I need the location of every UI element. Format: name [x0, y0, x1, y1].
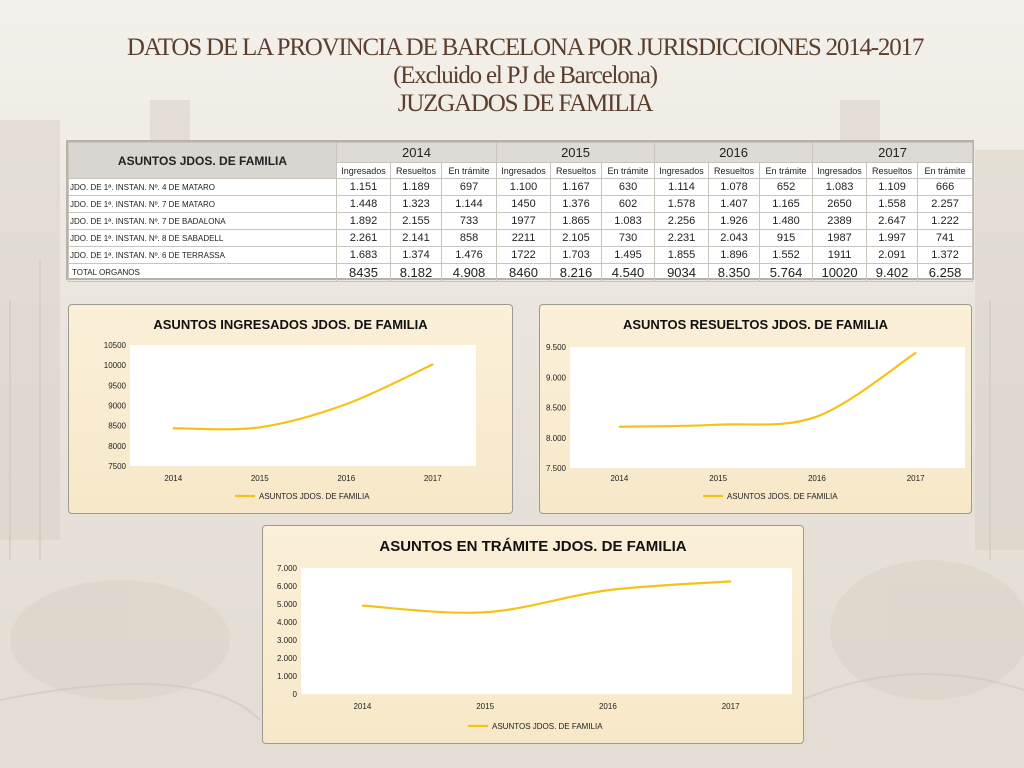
chart-svg	[540, 305, 971, 513]
table-row	[69, 179, 973, 196]
table-row	[69, 213, 973, 230]
x-tick-label: 2017	[721, 702, 740, 711]
table-cell: 2389	[813, 213, 867, 230]
y-tick-label: 9000	[108, 401, 126, 411]
data-point	[172, 427, 174, 429]
chart-title: ASUNTOS INGRESADOS JDOS. DE FAMILIA	[153, 317, 428, 332]
table-cell: 2.043	[709, 230, 760, 247]
x-tick-label: 2017	[906, 474, 925, 483]
year-header: 2015	[497, 143, 655, 163]
table-cell: 1450	[497, 196, 551, 213]
data-point	[619, 426, 621, 428]
table-cell: 1.558	[867, 196, 918, 213]
table-cell: 1.997	[867, 230, 918, 247]
table-cell: 2211	[497, 230, 551, 247]
table-row	[69, 230, 973, 247]
table-cell: 915	[760, 230, 813, 247]
column-subheader: Ingresados	[337, 163, 391, 179]
table-cell: 1.083	[813, 179, 867, 196]
table-cell: 858	[442, 230, 497, 247]
table-cell: 2.141	[391, 230, 442, 247]
chart-svg	[263, 526, 803, 743]
y-tick-label: 4.000	[276, 618, 297, 627]
data-point	[730, 581, 732, 583]
table-cell: 652	[760, 179, 813, 196]
data-point	[717, 424, 719, 426]
row-label: JDO. DE 1ª. INSTAN. Nº. 7 DE MATARO	[69, 196, 337, 213]
total-cell: 9.402	[867, 264, 918, 282]
y-tick-label: 9500	[108, 381, 126, 391]
column-subheader: Resueltos	[551, 163, 602, 179]
table-cell: 1.323	[391, 196, 442, 213]
table-cell: 1.407	[709, 196, 760, 213]
table-row	[69, 196, 973, 213]
total-cell: 8.350	[709, 264, 760, 282]
data-point	[915, 352, 917, 354]
y-tick-label: 7500	[108, 462, 126, 471]
column-subheader: Resueltos	[867, 163, 918, 179]
y-tick-label: 7.500	[545, 464, 566, 473]
table-cell: 1.372	[918, 247, 973, 264]
y-tick-label: 9.500	[545, 343, 566, 352]
table-row	[69, 247, 973, 264]
data-point	[816, 416, 818, 418]
data-point	[259, 426, 261, 428]
row-label: JDO. DE 1ª. INSTAN. Nº. 6 DE TERRASSA	[69, 247, 337, 264]
table-cell: 1.926	[709, 213, 760, 230]
table-cell: 1.703	[551, 247, 602, 264]
data-table-container	[68, 142, 972, 278]
x-tick-label: 2016	[337, 474, 356, 483]
y-tick-label: 10500	[103, 341, 126, 350]
column-subheader: Ingresados	[813, 163, 867, 179]
total-cell: 5.764	[760, 264, 813, 282]
y-tick-label: 8.000	[545, 433, 566, 443]
table-cell: 2.261	[337, 230, 391, 247]
y-tick-label: 6.000	[276, 582, 297, 591]
chart-en-tramite	[262, 525, 804, 744]
data-table	[68, 142, 973, 282]
chart-title: ASUNTOS RESUELTOS JDOS. DE FAMILIA	[622, 317, 889, 332]
y-tick-label: 0	[292, 690, 297, 699]
table-cell: 666	[918, 179, 973, 196]
table-cell: 2.155	[391, 213, 442, 230]
chart-resueltos	[539, 304, 972, 514]
title-line-1: DATOS DE LA PROVINCIA DE BARCELONA POR JURISDICCIONES 2014-2017	[126, 34, 924, 61]
data-point	[345, 403, 347, 405]
table-cell: 2.105	[551, 230, 602, 247]
table-cell: 2.256	[655, 213, 709, 230]
total-row	[69, 264, 973, 282]
x-tick-label: 2016	[807, 474, 826, 483]
title-line-2: (Excluido el PJ de Barcelona)	[393, 62, 657, 89]
total-cell: 10020	[813, 264, 867, 282]
y-tick-label: 3.000	[276, 636, 297, 645]
table-cell: 1.896	[709, 247, 760, 264]
x-tick-label: 2014	[610, 474, 629, 483]
table-cell: 1.683	[337, 247, 391, 264]
total-label: TOTAL ORGANOS	[69, 264, 337, 282]
table-cell: 733	[442, 213, 497, 230]
table-cell: 1.448	[337, 196, 391, 213]
table-cell: 1.578	[655, 196, 709, 213]
total-cell: 4.540	[602, 264, 655, 282]
x-tick-label: 2016	[598, 702, 617, 711]
y-tick-label: 7.000	[276, 564, 297, 573]
page-title	[0, 34, 1024, 118]
plot-area	[130, 345, 476, 466]
table-cell: 1.222	[918, 213, 973, 230]
table-cell: 1977	[497, 213, 551, 230]
chart-svg	[69, 305, 512, 513]
x-tick-label: 2014	[164, 474, 183, 483]
total-cell: 9034	[655, 264, 709, 282]
column-subheader: Resueltos	[709, 163, 760, 179]
legend-label: ASUNTOS JDOS. DE FAMILIA	[727, 492, 838, 501]
table-cell: 1.109	[867, 179, 918, 196]
total-cell: 8435	[337, 264, 391, 282]
total-cell: 6.258	[918, 264, 973, 282]
table-cell: 1.078	[709, 179, 760, 196]
column-subheader: En trámite	[602, 163, 655, 179]
table-cell: 2650	[813, 196, 867, 213]
table-cell: 1.476	[442, 247, 497, 264]
y-tick-label: 5.000	[276, 600, 297, 609]
x-tick-label: 2015	[250, 474, 269, 483]
year-header: 2014	[337, 143, 497, 163]
table-cell: 2.257	[918, 196, 973, 213]
total-cell: 8.182	[391, 264, 442, 282]
y-tick-label: 8500	[108, 421, 126, 431]
chart-title: ASUNTOS EN TRÁMITE JDOS. DE FAMILIA	[379, 538, 687, 555]
table-cell: 1.892	[337, 213, 391, 230]
table-cell: 1.189	[391, 179, 442, 196]
row-label: JDO. DE 1ª. INSTAN. Nº. 8 DE SABADELL	[69, 230, 337, 247]
row-label: JDO. DE 1ª. INSTAN. Nº. 4 DE MATARO	[69, 179, 337, 196]
row-label: JDO. DE 1ª. INSTAN. Nº. 7 DE BADALONA	[69, 213, 337, 230]
column-subheader: Ingresados	[655, 163, 709, 179]
table-cell: 697	[442, 179, 497, 196]
table-cell: 1.374	[391, 247, 442, 264]
total-cell: 4.908	[442, 264, 497, 282]
table-cell: 2.231	[655, 230, 709, 247]
table-cell: 1.495	[602, 247, 655, 264]
table-cell: 1.376	[551, 196, 602, 213]
title-line-3: JUZGADOS DE FAMILIA	[397, 90, 653, 117]
x-tick-label: 2015	[709, 474, 728, 483]
table-cell: 602	[602, 196, 655, 213]
table-cell: 1.151	[337, 179, 391, 196]
table-cell: 1.855	[655, 247, 709, 264]
y-tick-label: 8000	[108, 441, 126, 451]
table-cell: 2.091	[867, 247, 918, 264]
x-tick-label: 2015	[476, 702, 495, 711]
column-subheader: En trámite	[442, 163, 497, 179]
y-tick-label: 8.500	[545, 403, 566, 413]
column-subheader: Ingresados	[497, 163, 551, 179]
table-cell: 1.100	[497, 179, 551, 196]
year-header: 2017	[813, 143, 973, 163]
table-cell: 1.114	[655, 179, 709, 196]
table-cell: 1722	[497, 247, 551, 264]
data-point	[607, 589, 609, 591]
total-cell: 8.216	[551, 264, 602, 282]
table-cell: 2.647	[867, 213, 918, 230]
legend-label: ASUNTOS JDOS. DE FAMILIA	[492, 722, 603, 731]
table-cell: 1.865	[551, 213, 602, 230]
plot-area	[301, 568, 792, 694]
table-cell: 1.167	[551, 179, 602, 196]
table-cell: 1.144	[442, 196, 497, 213]
table-cell: 741	[918, 230, 973, 247]
y-tick-label: 2.000	[276, 654, 297, 663]
y-tick-label: 10000	[103, 361, 126, 371]
table-cell: 1.480	[760, 213, 813, 230]
table-cell: 1.083	[602, 213, 655, 230]
column-subheader: En trámite	[760, 163, 813, 179]
data-point	[432, 364, 434, 366]
data-point	[484, 611, 486, 613]
legend-label: ASUNTOS JDOS. DE FAMILIA	[259, 492, 370, 501]
table-cell: 1987	[813, 230, 867, 247]
year-header: 2016	[655, 143, 813, 163]
table-cell: 1.552	[760, 247, 813, 264]
total-cell: 8460	[497, 264, 551, 282]
table-cell: 630	[602, 179, 655, 196]
y-tick-label: 9.000	[545, 373, 566, 383]
column-subheader: En trámite	[918, 163, 973, 179]
x-tick-label: 2017	[423, 474, 442, 483]
table-cell: 730	[602, 230, 655, 247]
data-point	[362, 605, 364, 607]
column-subheader: Resueltos	[391, 163, 442, 179]
table-cell: 1911	[813, 247, 867, 264]
table-cell: 1.165	[760, 196, 813, 213]
y-tick-label: 1.000	[276, 672, 297, 681]
table-header-label: ASUNTOS JDOS. DE FAMILIA	[69, 143, 337, 179]
x-tick-label: 2014	[353, 702, 372, 711]
plot-area	[570, 347, 965, 468]
chart-ingresados	[68, 304, 513, 514]
